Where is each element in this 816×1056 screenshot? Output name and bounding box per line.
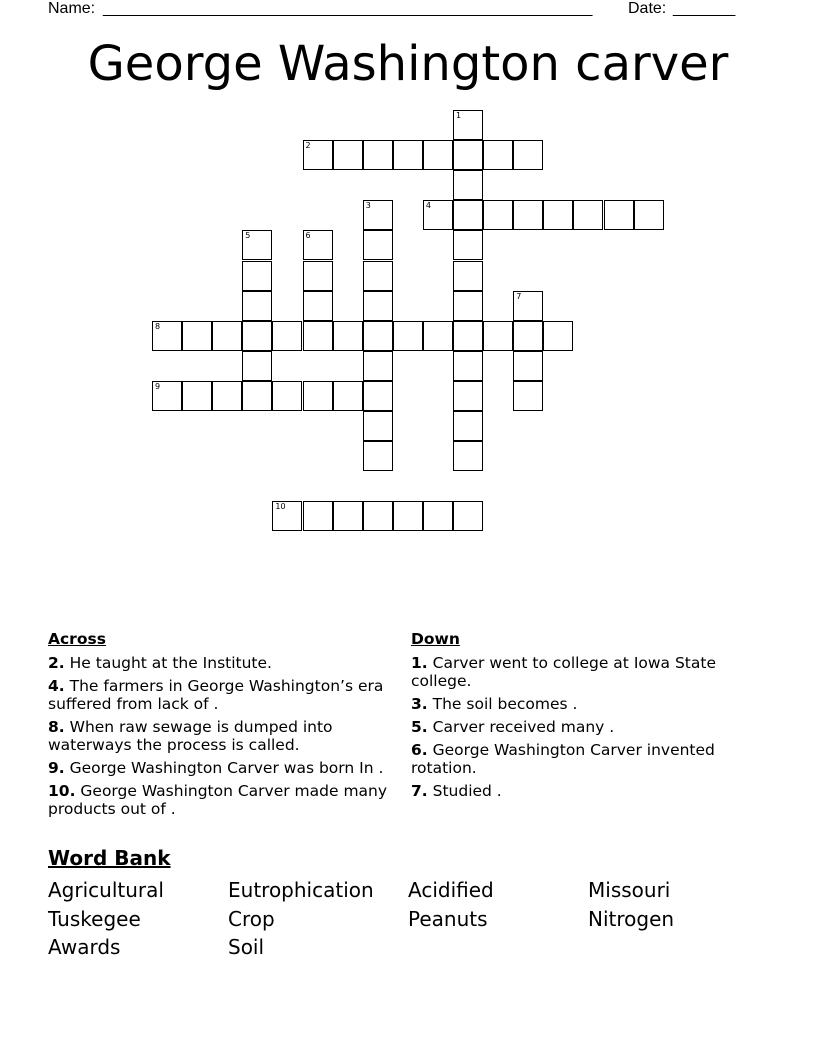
crossword-cell[interactable] xyxy=(543,200,573,230)
crossword-cell[interactable] xyxy=(363,321,393,351)
crossword-cell[interactable] xyxy=(513,321,543,351)
crossword-cell[interactable] xyxy=(423,501,453,531)
crossword-cell[interactable] xyxy=(152,321,182,351)
word-bank-item: Acidified xyxy=(408,878,494,902)
crossword-cell[interactable] xyxy=(423,200,453,230)
crossword-cell[interactable] xyxy=(303,140,333,170)
crossword-cell[interactable] xyxy=(333,140,363,170)
crossword-cell[interactable] xyxy=(303,291,333,321)
crossword-cell[interactable] xyxy=(333,321,363,351)
crossword-cell[interactable] xyxy=(513,140,543,170)
crossword-cell[interactable] xyxy=(272,501,302,531)
crossword-cell[interactable] xyxy=(182,321,212,351)
cell-number: 4 xyxy=(425,201,431,211)
cell-number: 6 xyxy=(305,231,311,241)
clue-down-6 xyxy=(411,741,751,777)
clue-number: 9. xyxy=(48,759,65,777)
word-bank-item: Tuskegee xyxy=(48,906,141,931)
across-heading: Across xyxy=(48,630,106,648)
clue-number: 4. xyxy=(48,677,65,695)
crossword-cell[interactable] xyxy=(423,321,453,351)
name-field[interactable]: _______________________________________________________ xyxy=(103,0,593,17)
date-label: Date: xyxy=(628,0,667,17)
down-clues xyxy=(411,630,751,805)
word-bank-item: Soil xyxy=(228,935,265,959)
word-bank-item: Missouri xyxy=(588,878,671,902)
crossword-cell[interactable] xyxy=(303,261,333,291)
word-bank-item: Nitrogen xyxy=(588,906,675,931)
crossword-cell[interactable] xyxy=(604,200,634,230)
date-field[interactable]: _______ xyxy=(673,0,736,17)
word-bank xyxy=(48,846,768,959)
clue-number: 3. xyxy=(411,695,428,713)
clue-number: 5. xyxy=(411,718,428,736)
clue-text: Carver went to college at Iowa State college. xyxy=(411,654,716,690)
cell-number: 3 xyxy=(365,201,371,211)
crossword-cell[interactable] xyxy=(513,291,543,321)
clue-number: 1. xyxy=(411,654,428,672)
crossword-cell[interactable] xyxy=(453,441,483,471)
clue-number: 2. xyxy=(48,654,65,672)
cell-number: 7 xyxy=(516,291,522,301)
clue-text: Studied . xyxy=(432,782,502,800)
clue-text: George Washington Carver made many products out of . xyxy=(48,782,388,818)
crossword-cell[interactable] xyxy=(363,351,393,381)
word-bank-item: Eutrophication xyxy=(228,878,374,902)
cell-number: 5 xyxy=(245,231,251,241)
cell-number: 8 xyxy=(155,321,161,331)
crossword-cell[interactable] xyxy=(242,261,272,291)
crossword-cell[interactable] xyxy=(303,501,333,531)
crossword-cell[interactable] xyxy=(453,170,483,200)
word-bank-item: Peanuts xyxy=(408,906,488,931)
crossword-cell[interactable] xyxy=(453,411,483,441)
crossword-cell[interactable] xyxy=(453,291,483,321)
crossword-cell[interactable] xyxy=(453,381,483,411)
crossword-cell[interactable] xyxy=(453,230,483,260)
word-bank-item: Crop xyxy=(228,906,275,931)
clue-down-5 xyxy=(411,718,751,736)
clue-down-7 xyxy=(411,782,751,800)
clue-text: George Washington Carver was born In . xyxy=(69,759,384,777)
crossword-cell[interactable] xyxy=(363,411,393,441)
clue-number: 8. xyxy=(48,718,65,736)
crossword-cell[interactable] xyxy=(393,140,423,170)
clue-across-10 xyxy=(48,782,388,818)
clue-text: The farmers in George Washington’s era suffered from lack of . xyxy=(48,677,384,713)
crossword-cell[interactable] xyxy=(272,321,302,351)
clue-text: George Washington Carver invented rotation. xyxy=(411,741,715,777)
crossword-cell[interactable] xyxy=(363,200,393,230)
clue-across-2 xyxy=(48,654,388,672)
crossword-cell[interactable] xyxy=(573,200,603,230)
crossword-cell[interactable] xyxy=(513,351,543,381)
crossword-cell[interactable] xyxy=(363,230,393,260)
crossword-cell[interactable] xyxy=(363,261,393,291)
clue-text: When raw sewage is dumped into waterways the process is called. xyxy=(48,718,333,754)
crossword-cell[interactable] xyxy=(242,321,272,351)
clue-text: The soil becomes . xyxy=(432,695,578,713)
cell-number: 9 xyxy=(155,381,161,391)
crossword-cell[interactable] xyxy=(242,230,272,260)
crossword-cell[interactable] xyxy=(453,110,483,140)
crossword-cell[interactable] xyxy=(513,200,543,230)
crossword-cell[interactable] xyxy=(242,291,272,321)
crossword-cell[interactable] xyxy=(212,321,242,351)
cell-number: 10 xyxy=(275,502,286,512)
cell-number: 1 xyxy=(456,111,462,120)
cell-number: 2 xyxy=(305,141,311,151)
crossword-cell[interactable] xyxy=(513,381,543,411)
crossword-cell[interactable] xyxy=(152,381,182,411)
word-bank-item: Awards xyxy=(48,935,121,959)
clue-down-1 xyxy=(411,654,751,690)
crossword-cell[interactable] xyxy=(483,321,513,351)
crossword-cell[interactable] xyxy=(543,321,573,351)
crossword-cell[interactable] xyxy=(303,381,333,411)
clue-across-9 xyxy=(48,759,388,777)
crossword-cell[interactable] xyxy=(483,200,513,230)
crossword-cell[interactable] xyxy=(333,501,363,531)
clue-down-3 xyxy=(411,695,751,713)
name-label: Name: xyxy=(48,0,96,17)
clue-text: Carver received many . xyxy=(432,718,615,736)
crossword-cell[interactable] xyxy=(453,321,483,351)
crossword-cell[interactable] xyxy=(212,381,242,411)
crossword-cell[interactable] xyxy=(453,501,483,531)
crossword-cell[interactable] xyxy=(303,321,333,351)
crossword-cell[interactable] xyxy=(393,321,423,351)
crossword-cell[interactable] xyxy=(182,381,212,411)
crossword-cell[interactable] xyxy=(363,441,393,471)
crossword-cell[interactable] xyxy=(423,140,453,170)
word-bank-item: Agricultural xyxy=(48,878,164,902)
crossword-cell[interactable] xyxy=(363,291,393,321)
crossword-cell[interactable] xyxy=(363,140,393,170)
clue-number: 7. xyxy=(411,782,428,800)
clue-across-4 xyxy=(48,677,388,713)
crossword-cell[interactable] xyxy=(634,200,664,230)
crossword-cell[interactable] xyxy=(453,200,483,230)
crossword-cell[interactable] xyxy=(453,140,483,170)
clue-number: 6. xyxy=(411,741,428,759)
crossword-cell[interactable] xyxy=(303,230,333,260)
crossword-cell[interactable] xyxy=(333,381,363,411)
word-bank-title: Word Bank xyxy=(48,846,171,870)
crossword-cell[interactable] xyxy=(453,351,483,381)
crossword-cell[interactable] xyxy=(363,381,393,411)
crossword-cell[interactable] xyxy=(242,381,272,411)
clue-across-8 xyxy=(48,718,388,754)
crossword-cell[interactable] xyxy=(242,351,272,381)
crossword-cell[interactable] xyxy=(453,261,483,291)
page-title: George Washington carver xyxy=(87,36,729,92)
clue-text: He taught at the Institute. xyxy=(69,654,272,672)
crossword-cell[interactable] xyxy=(363,501,393,531)
clue-number: 10. xyxy=(48,782,76,800)
crossword-cell[interactable] xyxy=(272,381,302,411)
crossword-cell[interactable] xyxy=(393,501,423,531)
across-clues xyxy=(48,630,388,823)
down-heading: Down xyxy=(411,630,460,648)
crossword-cell[interactable] xyxy=(483,140,513,170)
